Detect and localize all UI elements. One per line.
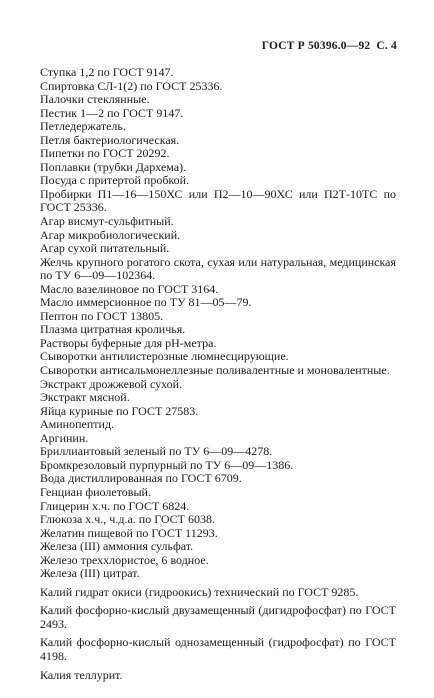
list-item: Сыворотки антилистерозные люмнесцирующие. xyxy=(40,349,289,364)
list-item: Масло вазелиновое по ГОСТ 3164. xyxy=(40,281,219,296)
list-item: Аминопептид. xyxy=(40,417,115,432)
list-item: Спиртовка СЛ-1(2) по ГОСТ 25336. xyxy=(40,78,223,93)
list-item: Железо треххлористое, 6 водное. xyxy=(40,552,209,567)
list-item: Железа (III) цитрат. xyxy=(40,566,140,581)
list-item: Агар микробиологический. xyxy=(40,227,181,242)
page-number: 4 xyxy=(391,40,397,52)
list-item: Желчь крупного рогатого скота, сухая или натуральная, медицинская по ТУ 6—09—102364. xyxy=(40,254,396,283)
list-item: Генциан фиолетовый. xyxy=(40,484,151,499)
list-item: Агар сухой питательный. xyxy=(40,241,170,256)
list-item: Яйца куриные по ГОСТ 27583. xyxy=(40,403,199,418)
list-item: Бромкрезоловый пурпурный по ТУ 6—09—1386. xyxy=(40,457,294,472)
list-item: Калий гидрат окиси (гидроокись) технический по ГОСТ 9285. xyxy=(40,584,359,599)
list-item: Петля бактериологическая. xyxy=(40,132,180,147)
list-item: Калий фосфорно-кислый однозамещенный (гидрофосфат) по ГОСТ 4198. xyxy=(40,635,396,663)
list-item: Петледержатель. xyxy=(40,119,126,134)
page-prefix: С. xyxy=(376,40,388,52)
list-item: Желатин пищевой по ГОСТ 11293. xyxy=(40,525,218,540)
materials-list xyxy=(38,66,396,682)
list-item: Посуда с притертой пробкой. xyxy=(40,173,190,188)
page-header xyxy=(262,40,397,52)
list-item: Ступка 1,2 по ГОСТ 9147. xyxy=(40,65,174,79)
list-item: Палочки стеклянные. xyxy=(40,92,150,107)
list-item: Поплавки (трубки Дархема). xyxy=(40,159,187,174)
list-item: Агар висмут-сульфитный. xyxy=(40,214,174,229)
standard-number: ГОСТ Р 50396.0—92 xyxy=(261,40,371,52)
list-item: Экстракт мясной. xyxy=(40,390,130,405)
list-item: Бриллиантовый зеленый по ТУ 6—09—4278. xyxy=(40,444,273,459)
list-item: Калий фосфорно-кислый двузамещенный (дигидрофосфат) по ГОСТ 2493. xyxy=(40,603,396,631)
list-item: Глюкоза х.ч., ч.д.а. по ГОСТ 6038. xyxy=(40,512,215,527)
list-item: Калия теллурит. xyxy=(40,667,123,682)
list-item: Сыворотки антисальмонеллезные поливалентные и моновалентные. xyxy=(40,363,390,378)
list-item: Железа (III) аммония сульфат. xyxy=(40,539,194,554)
list-item: Пестик 1—2 по ГОСТ 9147. xyxy=(40,105,184,120)
list-item: Экстракт дрожжевой сухой. xyxy=(40,376,183,391)
list-item: Аргинин. xyxy=(40,430,89,445)
list-item: Растворы буферные для pH-метра. xyxy=(40,335,217,350)
list-item: Масло иммерсионное по ТУ 81—05—79. xyxy=(40,295,252,310)
list-item: Пипетки по ГОСТ 20292. xyxy=(40,146,170,161)
list-item: Глицерин х.ч. по ГОСТ 6824. xyxy=(40,498,190,513)
list-item: Вода дистиллированная по ГОСТ 6709. xyxy=(40,471,242,486)
list-item: Плазма цитратная кроличья. xyxy=(40,322,186,337)
list-item: Пептон по ГОСТ 13805. xyxy=(40,308,164,323)
list-item: Пробирки П1—16—150ХС или П2—10—90ХС или П2Т-10ТС по ГОСТ 25336. xyxy=(40,186,396,215)
